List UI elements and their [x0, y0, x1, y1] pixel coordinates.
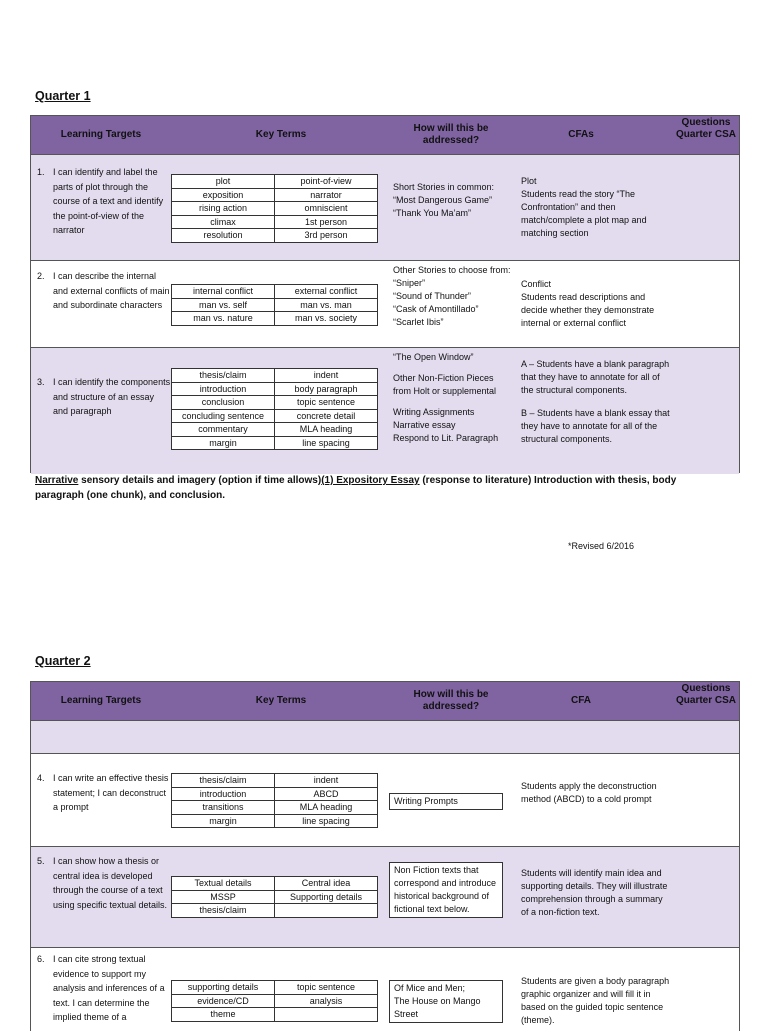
how-line: Of Mice and Men;	[394, 983, 466, 993]
how-addressed	[393, 264, 511, 329]
quarter-1-table	[30, 115, 740, 473]
key-term: 1st person	[275, 215, 378, 229]
how-line: Writing Assignments	[393, 407, 475, 417]
key-term: man vs. man	[275, 298, 378, 312]
header-csa: Questions Quarter CSA	[676, 117, 737, 140]
how-addressed	[389, 793, 503, 810]
quarter-2-title: Quarter 2	[35, 654, 91, 668]
target-number: 3.	[37, 377, 45, 387]
key-term: introduction	[172, 787, 275, 801]
key-term: point-of-view	[275, 175, 378, 189]
how-addressed	[393, 181, 511, 220]
quarter-1-title: Quarter 1	[35, 89, 91, 103]
cfa-text	[521, 780, 671, 806]
key-term: conclusion	[172, 396, 275, 410]
key-term: indent	[275, 774, 378, 788]
header-csa: Questions Quarter CSA	[676, 683, 737, 706]
note-part-1: sensory details and imagery (option if time allows)	[78, 475, 322, 486]
table-row	[31, 347, 739, 474]
key-term: margin	[172, 814, 275, 828]
note-expository: (1) Expository Essay	[321, 475, 420, 486]
key-term: exposition	[172, 188, 275, 202]
cfa-line: B – Students have a blank essay that they have to annotate for all of the structural components.	[521, 408, 670, 444]
how-line	[393, 398, 511, 406]
how-line: Writing Prompts	[394, 796, 458, 806]
key-term: line spacing	[275, 436, 378, 450]
key-term: margin	[172, 436, 275, 450]
key-term: resolution	[172, 229, 275, 243]
key-term: man vs. nature	[172, 312, 275, 326]
target-number: 1.	[37, 167, 45, 177]
cfa-text	[521, 975, 671, 1027]
cfa-line: Students read descriptions and decide whether they demonstrate internal or external conflict	[521, 292, 655, 328]
target-number: 4.	[37, 773, 45, 783]
cfa-text	[521, 278, 671, 330]
how-addressed	[393, 351, 511, 445]
cfa-line: Students apply the deconstruction method (ABCD) to a cold prompt	[521, 781, 657, 804]
target-number: 2.	[37, 271, 45, 281]
table-header	[31, 116, 739, 154]
key-term	[275, 1008, 378, 1022]
key-term: climax	[172, 215, 275, 229]
table-row-empty	[31, 720, 739, 753]
how-line: Short Stories in common:	[393, 182, 495, 192]
key-term: plot	[172, 175, 275, 189]
table-row	[31, 753, 739, 846]
key-term: man vs. society	[275, 312, 378, 326]
key-term: omniscient	[275, 202, 378, 216]
how-line: Narrative essay	[393, 420, 456, 430]
key-term	[275, 904, 378, 918]
key-term: body paragraph	[275, 382, 378, 396]
key-term: indent	[275, 369, 378, 383]
key-terms-table	[171, 368, 378, 450]
key-term: MLA heading	[275, 801, 378, 815]
cfa-line: Students will identify main idea and supporting details. They will illustrate comprehension through a summary of a non-fiction text.	[521, 868, 668, 917]
target-text: I can show how a thesis or central idea is developed through the course of a text using specific textual details.	[53, 856, 168, 910]
target-text: I can identify and label the parts of plot through the course of a text and identify the point-of-view of the narrator	[53, 167, 164, 235]
key-term: supporting details	[172, 981, 275, 995]
key-term: MLA heading	[275, 423, 378, 437]
quarter-2-table	[30, 681, 740, 1031]
how-line: “Most Dangerous Game”	[393, 195, 493, 205]
key-term: man vs. self	[172, 298, 275, 312]
key-term: thesis/claim	[172, 774, 275, 788]
key-term: internal conflict	[172, 285, 275, 299]
how-line: “The Open Window”	[393, 352, 474, 362]
key-term: Supporting details	[275, 890, 378, 904]
how-line: “Sniper”	[393, 278, 426, 288]
table-row	[31, 947, 739, 1032]
key-term: narrator	[275, 188, 378, 202]
how-addressed	[389, 862, 503, 918]
key-term: topic sentence	[275, 981, 378, 995]
table-row	[31, 154, 739, 260]
table-row	[31, 260, 739, 347]
how-line: Non Fiction texts that correspond and introduce historical background of fictional text below.	[394, 865, 497, 914]
target-number: 5.	[37, 856, 45, 866]
cfa-line: Conflict	[521, 279, 552, 289]
key-term: ABCD	[275, 787, 378, 801]
header-key-terms: Key Terms	[255, 129, 307, 140]
key-term: external conflict	[275, 285, 378, 299]
key-terms-table	[171, 174, 378, 243]
cfa-line: Plot	[521, 176, 537, 186]
target-text: I can identify the components and structure of an essay and paragraph	[53, 377, 171, 416]
key-term: thesis/claim	[172, 369, 275, 383]
key-term: concrete detail	[275, 409, 378, 423]
header-cfa: CFA	[571, 695, 591, 706]
how-line	[393, 364, 511, 372]
quarter-1-note	[35, 473, 695, 503]
cfa-text	[521, 867, 671, 919]
cfa-line	[521, 397, 671, 407]
how-line: Other Stories to choose from:	[393, 265, 511, 275]
key-term: Central idea	[275, 877, 378, 891]
key-term: MSSP	[172, 890, 275, 904]
key-term: evidence/CD	[172, 994, 275, 1008]
how-line: “Sound of Thunder”	[393, 291, 471, 301]
how-line: Respond to Lit. Paragraph	[393, 433, 499, 443]
key-term: thesis/claim	[172, 904, 275, 918]
header-how-addressed: How will this be addressed?	[413, 123, 489, 146]
how-line: “Thank You Ma’am”	[393, 208, 472, 218]
key-term: analysis	[275, 994, 378, 1008]
how-line: Other Non-Fiction Pieces from Holt or supplemental	[393, 373, 497, 396]
key-term: 3rd person	[275, 229, 378, 243]
header-learning-targets: Learning Targets	[60, 695, 142, 706]
target-text: I can describe the internal and external conflicts of main and subordinate characters	[53, 271, 170, 310]
key-term: rising action	[172, 202, 275, 216]
cfa-line: Students read the story “The Confrontation” and then match/complete a plot map and matching section	[521, 189, 647, 238]
cfa-text	[521, 175, 671, 240]
key-terms-table	[171, 980, 378, 1022]
header-learning-targets: Learning Targets	[60, 129, 142, 140]
key-term: concluding sentence	[172, 409, 275, 423]
target-text: I can write an effective thesis statement; I can deconstruct a prompt	[53, 773, 169, 812]
how-addressed	[389, 980, 503, 1023]
how-line: “Scarlet Ibis”	[393, 317, 444, 327]
cfa-text	[521, 358, 671, 446]
cfa-line: Students are given a body paragraph graphic organizer and will fill it in based on the guided topic sentence (theme).	[521, 976, 670, 1025]
key-term: transitions	[172, 801, 275, 815]
key-terms-table	[171, 876, 378, 918]
note-part-2: (response to literature) Introduction with thesis, body paragraph (one chunk), and conclusion.	[35, 475, 677, 501]
cfa-line: A – Students have a blank paragraph that they have to annotate for all of the structural components.	[521, 359, 670, 395]
key-term: theme	[172, 1008, 275, 1022]
revised-date: *Revised 6/2016	[568, 541, 635, 551]
key-terms-table	[171, 773, 378, 828]
key-term: introduction	[172, 382, 275, 396]
key-term: topic sentence	[275, 396, 378, 410]
key-term: commentary	[172, 423, 275, 437]
key-term: line spacing	[275, 814, 378, 828]
how-line: “Cask of Amontillado”	[393, 304, 479, 314]
table-header	[31, 682, 739, 720]
header-how-addressed: How will this be addressed?	[413, 689, 489, 712]
table-row	[31, 846, 739, 947]
target-number: 6.	[37, 954, 45, 964]
header-key-terms: Key Terms	[255, 695, 307, 706]
how-line: The House on Mango Street	[394, 996, 481, 1019]
target-text: I can cite strong textual evidence to support my analysis and inferences of a text. I can determine the implied theme of a	[53, 954, 165, 1022]
key-terms-table	[171, 284, 378, 326]
note-narrative: Narrative	[35, 475, 79, 486]
header-cfas: CFAs	[568, 129, 594, 140]
key-term: Textual details	[172, 877, 275, 891]
